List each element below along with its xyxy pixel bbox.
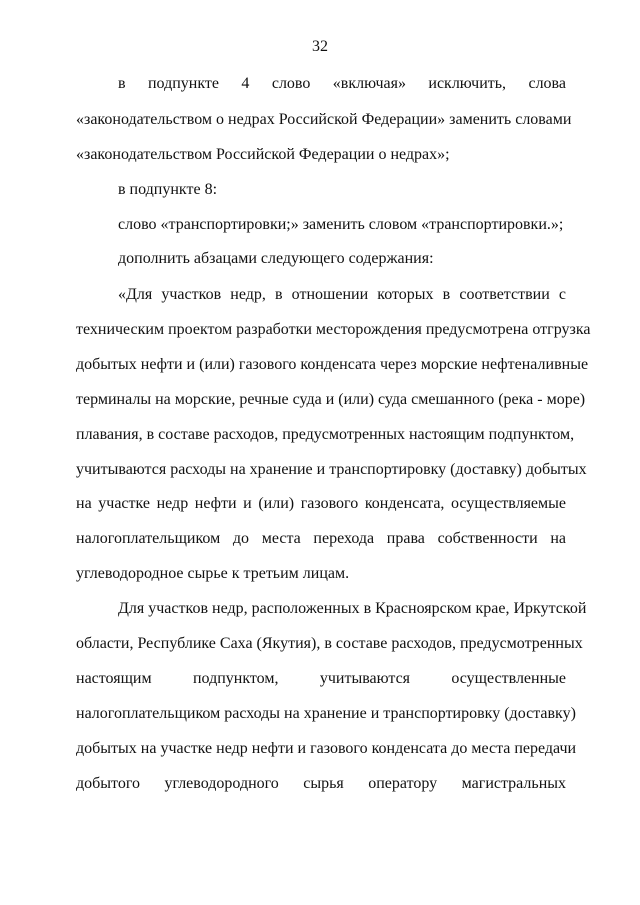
text-line: дополнить абзацами следующего содержания: (118, 250, 434, 267)
text-line: налогоплательщиком расходы на хранение и транспортировку (доставку) (76, 705, 576, 722)
text-line: в подпункте 4 слово «включая» исключить, слова (118, 75, 566, 92)
text-line: на участке недр нефти и (или) газового конденсата, осуществляемые (76, 495, 566, 512)
text-line: «Для участков недр, в отношении которых в соответствии с (118, 286, 566, 303)
text-line: плавания, в составе расходов, предусмотренных настоящим подпунктом, (76, 426, 575, 443)
text-line: налогоплательщиком до места перехода права собственности на (76, 530, 566, 547)
text-line: области, Республике Саха (Якутия), в составе расходов, предусмотренных (76, 635, 583, 652)
text-line: техническим проектом разработки месторождения предусмотрена отгрузка (76, 321, 591, 338)
text-line: слово «транспортировки;» заменить словом «транспортировки.»; (118, 216, 564, 233)
text-line: «законодательством Российской Федерации о недрах»; (76, 146, 450, 163)
text-line: терминалы на морские, речные суда и (или) суда смешанного (река - море) (76, 391, 586, 408)
text-line: настоящим подпунктом, учитываются осуществленные (76, 670, 566, 687)
page-number: 32 (312, 38, 328, 55)
text-line: добытого углеводородного сырья оператору магистральных (76, 775, 566, 792)
text-line: углеводородное сырье к третьим лицам. (76, 565, 350, 582)
text-line: «законодательством о недрах Российской Федерации» заменить словами (76, 111, 572, 128)
text-line: добытых на участке недр нефти и газового конденсата до места передачи (76, 740, 577, 757)
text-line: в подпункте 8: (118, 181, 218, 198)
text-line: добытых нефти и (или) газового конденсата через морские нефтеналивные (76, 356, 589, 373)
text-line: учитываются расходы на хранение и транспортировку (доставку) добытых (76, 461, 587, 478)
text-line: Для участков недр, расположенных в Красноярском крае, Иркутской (118, 600, 587, 617)
